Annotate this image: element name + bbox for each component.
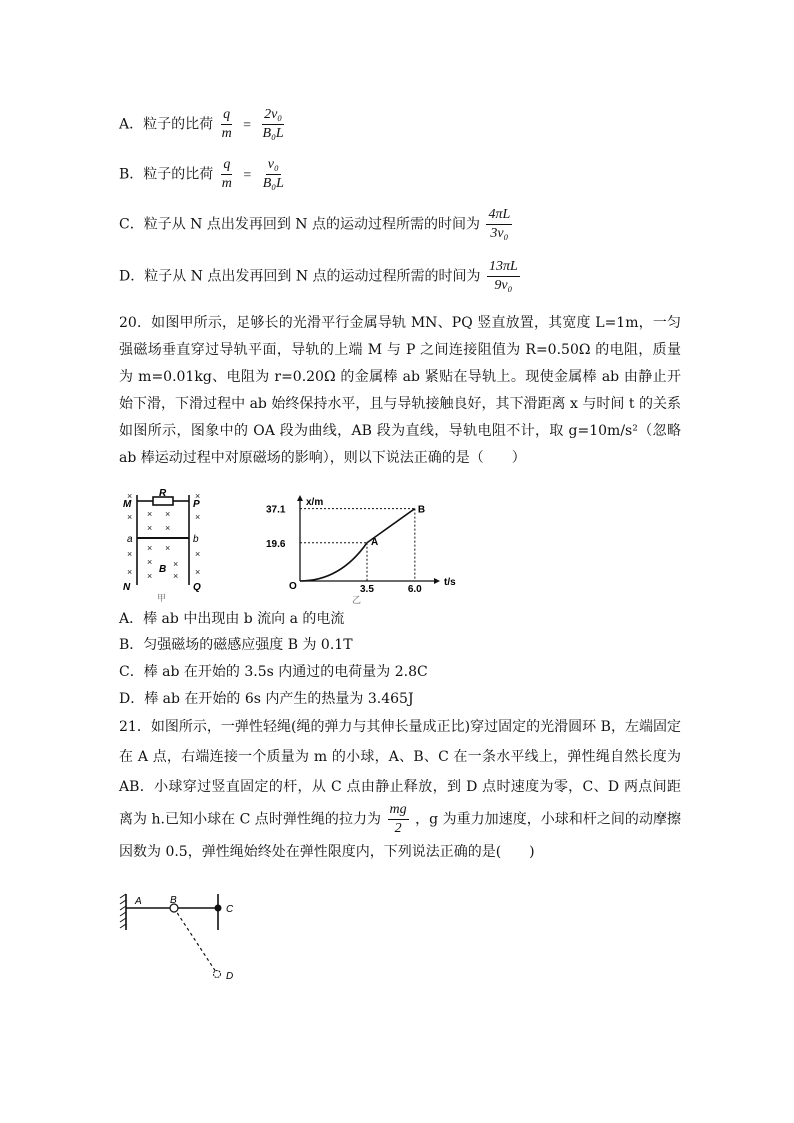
- label-B: B: [170, 895, 177, 906]
- denominator: B₀L: [262, 176, 284, 191]
- origin-label: O: [289, 581, 297, 592]
- fraction: [487, 259, 520, 294]
- field-mark: ×: [147, 571, 153, 581]
- x-axis-label: t/s: [444, 577, 456, 588]
- label-D: D: [226, 971, 234, 982]
- equals-sign: =: [243, 117, 252, 133]
- curve-OA: [300, 543, 367, 581]
- q20-stem: 20．如图甲所示，足够长的光滑平行金属导轨 MN、PQ 竖直放置，其宽度 L=1m，一匀强磁场垂直穿过导轨平面，导轨的上端 M 与 P 之间连接阻值为 R=0.50Ω 的电阻，质量为 m=0.01kg、电阻为 r=0.20Ω 的金属棒 ab 紧贴在导轨上。现使金属棒 ab 由静止开始下滑，下滑过程中 ab 始终保持水平，且与导轨接触良好，其下滑距离 x 与时间 t 的关系如图所示，图象中的 OA 段为曲线，AB 段为直线，导轨电阻不计，取 g=10m/s²（忽略 ab 棒运动过程中对原磁场的影响），则以下说法正确的是（ ）: [119, 315, 681, 466]
- denominator: B₀L: [262, 126, 284, 141]
- cord-dashed: [174, 908, 216, 972]
- figure-caption: 甲: [157, 593, 167, 602]
- label-N: N: [123, 582, 131, 593]
- numerator: 2v₀: [262, 107, 284, 125]
- q20-option-a: A．棒 ab 中出现由 b 流向 a 的电流: [119, 611, 345, 627]
- fraction: [261, 107, 286, 142]
- numerator: mg: [388, 802, 409, 820]
- field-mark: ×: [147, 557, 153, 567]
- q21-stem-part2: ，g 为重力加速度，小球和杆之间的动摩擦因数为 0.5，弹性绳始终处在弹性限度内，下列说法正确的是( ): [119, 811, 682, 860]
- label-P: P: [193, 499, 200, 510]
- field-mark: ×: [165, 509, 171, 519]
- fraction: [486, 207, 512, 242]
- denominator: 2: [394, 821, 402, 836]
- y-axis-label: x/m: [306, 497, 324, 508]
- numerator: 13πL: [487, 259, 520, 277]
- y-tick-label: 37.1: [266, 504, 286, 516]
- field-mark: ×: [165, 543, 171, 553]
- field-mark: ×: [127, 549, 133, 559]
- field-mark: ×: [195, 549, 201, 559]
- label-M: M: [123, 499, 132, 510]
- field-mark: ×: [147, 509, 153, 519]
- fraction: [220, 107, 234, 142]
- label-B: B: [159, 564, 167, 575]
- denominator: m: [221, 126, 232, 141]
- field-mark: ×: [147, 523, 153, 533]
- denominator: m: [221, 176, 232, 191]
- field-mark: ×: [173, 559, 179, 569]
- numerator: 4πL: [486, 207, 512, 225]
- y-tick-label: 19.6: [266, 538, 286, 550]
- point-label-B: B: [417, 504, 426, 516]
- q19-option-d: [119, 259, 522, 294]
- field-mark: ×: [127, 567, 133, 577]
- x-tick-label: 6.0: [407, 584, 422, 595]
- numerator: q: [221, 107, 232, 125]
- field-mark: ×: [195, 491, 201, 501]
- q20-option-d: D．棒 ab 在开始的 6s 内产生的热量为 3.465J: [119, 691, 414, 707]
- q19-option-c: [119, 207, 514, 242]
- label-Q: Q: [193, 582, 201, 593]
- y-axis-arrow-icon: [297, 495, 303, 501]
- fraction: [388, 802, 409, 837]
- equals-sign: =: [243, 167, 252, 183]
- numerator: v₀: [266, 157, 281, 175]
- fraction: [220, 157, 234, 192]
- field-mark: ×: [195, 512, 201, 522]
- q20-figure-rails: [117, 487, 217, 602]
- q19-option-a: [119, 107, 288, 142]
- q20-xt-graph: [262, 495, 472, 605]
- field-mark: ×: [173, 571, 179, 581]
- q21-stem: [119, 712, 681, 867]
- ball-C: [215, 905, 222, 912]
- option-text: A．粒子的比荷: [119, 116, 214, 133]
- x-tick-label: 3.5: [360, 584, 374, 595]
- figure-caption: 乙: [352, 595, 362, 605]
- field-mark: ×: [165, 523, 171, 533]
- q20-option-b: B．匀强磁场的磁感应强度 B 为 0.1T: [119, 637, 353, 653]
- denominator: 3v₀: [490, 226, 509, 241]
- label-b: b: [193, 534, 199, 545]
- label-R: R: [159, 488, 167, 499]
- field-mark: ×: [147, 543, 153, 553]
- field-mark: ×: [127, 512, 133, 522]
- ball-D: [214, 971, 221, 978]
- q21-stem-part1: 21．如图所示，一弹性轻绳(绳的弹力与其伸长量成正比)穿过固定的光滑圆环 B，左端固定在 A 点，右端连接一个质量为 m 的小球，A、B、C 在一条水平线上，弹性绳自然长度为 AB．小球穿过竖直固定的杆，从 C 点由静止释放，到 D 点时速度为零，C、D 两点间距离为 h.已知小球在 C 点时弹性绳的拉力为: [119, 719, 681, 828]
- label-a: a: [127, 534, 133, 545]
- numerator: q: [221, 157, 232, 175]
- q21-figure: [118, 890, 253, 985]
- point-label-A: A: [371, 536, 379, 548]
- q19-option-b: [119, 157, 288, 192]
- option-text: B．粒子的比荷: [119, 166, 214, 183]
- option-text: D．粒子从 N 点出发再回到 N 点的运动过程所需的时间为: [119, 268, 481, 285]
- field-mark: ×: [127, 491, 133, 501]
- x-axis-arrow-icon: [434, 578, 440, 584]
- q20-option-c: C．棒 ab 在开始的 3.5s 内通过的电荷量为 2.8C: [119, 664, 428, 680]
- wall-hatching: [120, 894, 126, 928]
- denominator: 9v₀: [494, 278, 513, 293]
- option-text: C．粒子从 N 点出发再回到 N 点的运动过程所需的时间为: [119, 216, 481, 233]
- label-A: A: [135, 896, 142, 907]
- label-C: C: [226, 904, 234, 915]
- fraction: [261, 157, 286, 192]
- field-mark: ×: [195, 567, 201, 577]
